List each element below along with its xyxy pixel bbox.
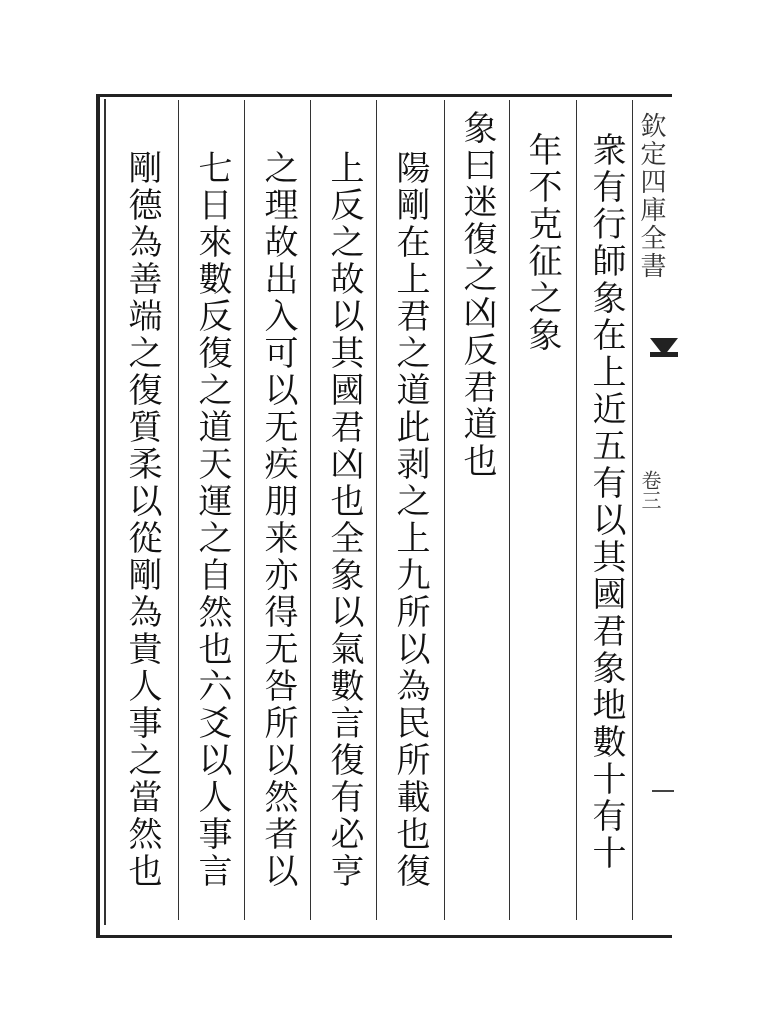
- column-text: 象曰迷復之凶反君道也: [457, 110, 497, 480]
- column-rule: [632, 100, 633, 920]
- text-column: [584, 132, 628, 922]
- column-text: 之理故出入可以无疾朋来亦得无咎所以然者以: [258, 150, 298, 890]
- text-column: [388, 150, 432, 920]
- column-text: 年不克征之象: [522, 132, 562, 354]
- column-text: 上反之故以其國君凶也全象以氣數言復有必亨: [324, 150, 364, 890]
- column-text: 衆有行師象在上近五有以其國君象地數十有十: [586, 132, 626, 872]
- column-rule: [310, 100, 311, 920]
- column-rule: [509, 100, 510, 920]
- fish-tail-bar: [650, 352, 678, 357]
- column-rule: [376, 100, 377, 920]
- column-rule: [244, 100, 245, 920]
- border-inner-line: [104, 99, 106, 925]
- text-column: [520, 132, 564, 432]
- margin-volume-label: 卷三: [638, 470, 662, 510]
- text-column: [455, 110, 499, 530]
- text-column: [256, 150, 300, 920]
- text-column: [120, 150, 164, 920]
- column-rule: [576, 100, 577, 920]
- column-text: 七日來數反復之道天運之自然也六爻以人事言: [192, 150, 232, 890]
- column-text: 剛德為善端之復質柔以從剛為貴人事之當然也: [122, 150, 162, 890]
- margin-edge-mark: [652, 790, 674, 792]
- text-column: [190, 150, 234, 920]
- margin-book-title: 欽定四庫全書: [636, 112, 666, 280]
- text-column: [322, 150, 366, 920]
- column-text: 陽剛在上君之道此剥之上九所以為民所載也復: [390, 150, 430, 890]
- column-rule: [444, 100, 445, 920]
- column-rule: [178, 100, 179, 920]
